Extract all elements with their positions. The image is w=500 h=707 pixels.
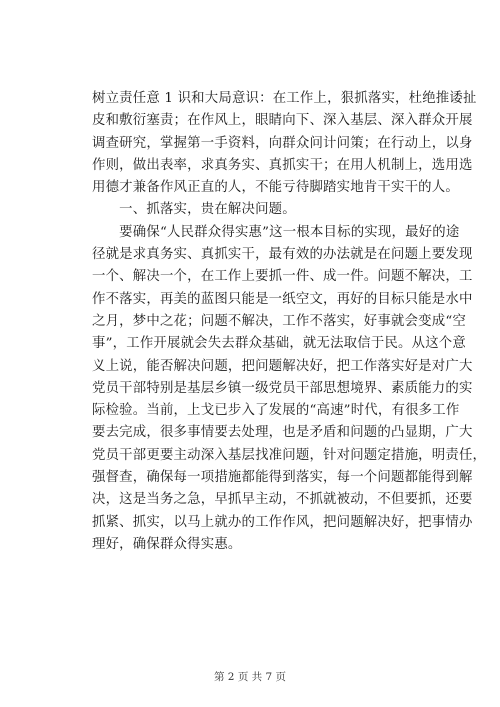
text-line: 事”，工作开展就会失去群众基础，就无法取信于民。从这个意: [92, 336, 466, 352]
text-line: 树立责任意 1 识和大局意识：在工作上，狠抓落实，杜绝推诿扯: [92, 91, 477, 106]
text-line: 党员干部更要主动深入基层找准问题，针对问题定措施，明责任，: [92, 447, 487, 463]
page-number-footer: 第 2 页 共 7 页: [213, 671, 287, 683]
text-line: 决，这是当务之急，早抓早主动，不抓就被动，不但要抓，还要: [92, 492, 473, 508]
text-line: 调查研究，掌握第一手资料，向群众问计问策；在行动上，以身: [92, 135, 473, 151]
text-line: 理好，确保群众得实惠。: [92, 536, 242, 552]
text-line: 抓紧、抓实，以马上就办的工作作风，把问题解决好，把事情办: [92, 514, 473, 530]
text-line: 要去完成，很多事情要去处理，也是矛盾和问题的凸显期，广大: [92, 425, 473, 441]
text-line: 皮和敷衍塞责；在作风上，眼睛向下、深入基层、深入群众开展: [92, 113, 473, 129]
text-line: 径就是求真务实、真抓实干，最有效的办法就是在问题上要发现: [92, 247, 473, 263]
text-line: 强督查，确保每一项措施都能得到落实，每一个问题都能得到解: [92, 470, 473, 486]
text-line: 党员干部特别是基层乡镇一级党员干部思想境界、素质能力的实: [92, 380, 473, 396]
text-line: 际检验。当前，上戈已步入了发展的“高速”时代，有很多工作: [92, 403, 460, 419]
text-line: 义上说，能否解决问题，把问题解决好，把工作落实好是对广大: [92, 358, 473, 374]
text-line: 之月，梦中之花；问题不解决，工作不落实，好事就会变成“空: [92, 313, 466, 329]
document-body: [92, 88, 487, 556]
text-line: 一个、解决一个，在工作上要抓一件、成一件。问题不解决，工: [92, 269, 473, 285]
text-line: 作不落实，再美的蓝图只能是一纸空文，再好的目标只能是水中: [92, 291, 473, 307]
text-line: 用德才兼备作风正直的人，不能亏待脚踏实地肯干实干的人。: [92, 180, 459, 196]
text-line: 要确保“人民群众得实惠”这一根本目标的实现，最好的途: [92, 224, 460, 240]
section-heading: 一、抓落实，贵在解决问题。: [92, 202, 296, 218]
text-line: 作则，做出表率，求真务实、真抓实干；在用人机制上，选用选: [92, 157, 473, 173]
